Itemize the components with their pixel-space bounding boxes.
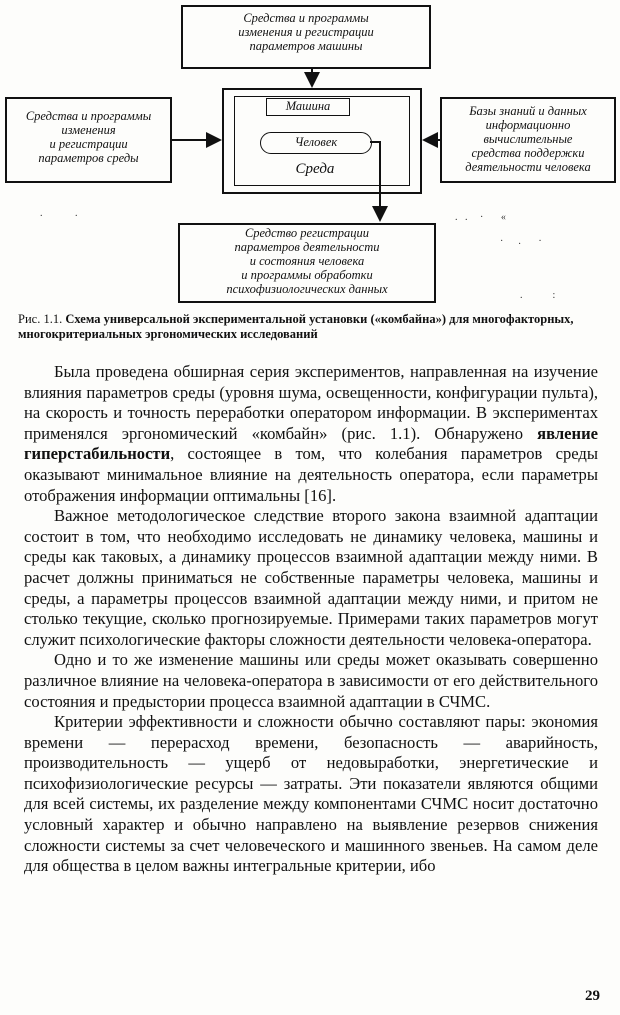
bottom-box-line: Средство регистрации xyxy=(244,226,370,240)
caption-text: Схема универсальной экспериментальной установки («комбайна») для многофакторных, многокритериальных эргономических исследований xyxy=(18,312,574,341)
paragraph-text: Важное методологическое следствие второго закона взаимной адаптации состоит в том, что необходимо исследовать не динамику человека, машины и среды как таковых, а динамику процессов взаимной адаптации между ними. В расчет должны приниматься не собственные параметры человека, машины и среды, а параметры процессов взаимной адаптации между ними, и притом не столько текущие, сколько прогнозируемые. Примерами таких параметров могут служит психологические факторы сложности деятельности человека-оператора. xyxy=(24,506,598,649)
right-box-line: деятельности человека xyxy=(465,160,591,174)
scan-specks: · . · xyxy=(500,236,542,247)
left-box-line: и регистрации xyxy=(49,137,128,151)
left-box-line: изменения xyxy=(61,123,116,137)
bottom-box-line: и программы обработки xyxy=(241,268,373,282)
left-box-line: Средства и программы xyxy=(25,109,152,123)
right-box-line: средства поддержки xyxy=(471,146,585,160)
scan-specks: . . · « xyxy=(455,212,506,223)
arrow-human-to-bottom xyxy=(370,142,380,220)
paragraph-text: Была проведена обширная серия экспериментов, направленная на изучение влияния параметров среды (уровня шума, освещенности, конфигурации пульта), на скорость и точность переработки оператором информации. В экспериментах применялся эргономический «комбайн» (рис. 1.1). Обнаружено xyxy=(24,362,598,443)
paragraph-text: , состоящее в том, что колебания параметров среды оказывают минимальное влияние на деятельность оператора, если параметры отображения информации оптимальны [16]. xyxy=(24,444,598,505)
environment-label: Среда xyxy=(295,161,335,177)
right-box-line: вычислительные xyxy=(483,132,573,146)
bottom-box-line: параметров деятельности xyxy=(234,240,380,254)
figure-caption xyxy=(18,312,608,342)
top-box-line: изменения и регистрации xyxy=(238,25,374,39)
emphasis-text: явление гиперстабильности xyxy=(24,423,598,464)
bottom-box-line: психофизиологических данных xyxy=(226,282,388,296)
scan-specks: . : xyxy=(520,290,556,301)
page-number: 29 xyxy=(585,988,600,1004)
paragraph-text: Критерии эффективности и сложности обычно составляют пары: экономия времени — перерасход времени, безопасность — аварийность, производительность — ущерб от недовыработки, энергетические и психофизиологические ресурсы — затраты. Эти показатели являются общими для всей системы, их разделение между компонентами СЧМС носит достаточно условный характер и обычно направлено на выявление резервов снижения сложности системы за счет человеческого и машинного звеньев. На самом деле для общества в целом важны интегральные критерии, ибо xyxy=(24,712,598,876)
paragraph xyxy=(24,362,598,506)
top-box-line: параметров машины xyxy=(249,39,363,53)
paragraph xyxy=(24,650,598,712)
top-box-line: Средства и программы xyxy=(243,11,369,25)
right-box-line: информационно xyxy=(485,118,571,132)
human-box: Человек xyxy=(260,132,372,154)
paragraph xyxy=(24,712,598,877)
caption-lead: Рис. 1.1. xyxy=(18,312,63,326)
paragraph xyxy=(24,506,598,650)
body-text xyxy=(24,362,598,877)
right-box-line: Базы знаний и данных xyxy=(469,104,587,118)
machine-box: Машина xyxy=(266,98,350,116)
paragraph-text: Одно и то же изменение машины или среды может оказывать совершенно различное влияние на человека-оператора в зависимости от его действительного состояния и предыстории процесса взаимной адаптации в СЧМС. xyxy=(24,650,598,711)
left-box-line: параметров среды xyxy=(38,151,139,165)
diagram-arrows xyxy=(0,0,620,310)
scan-specks: . . xyxy=(40,208,78,219)
bottom-box-line: и состояния человека xyxy=(249,254,365,268)
